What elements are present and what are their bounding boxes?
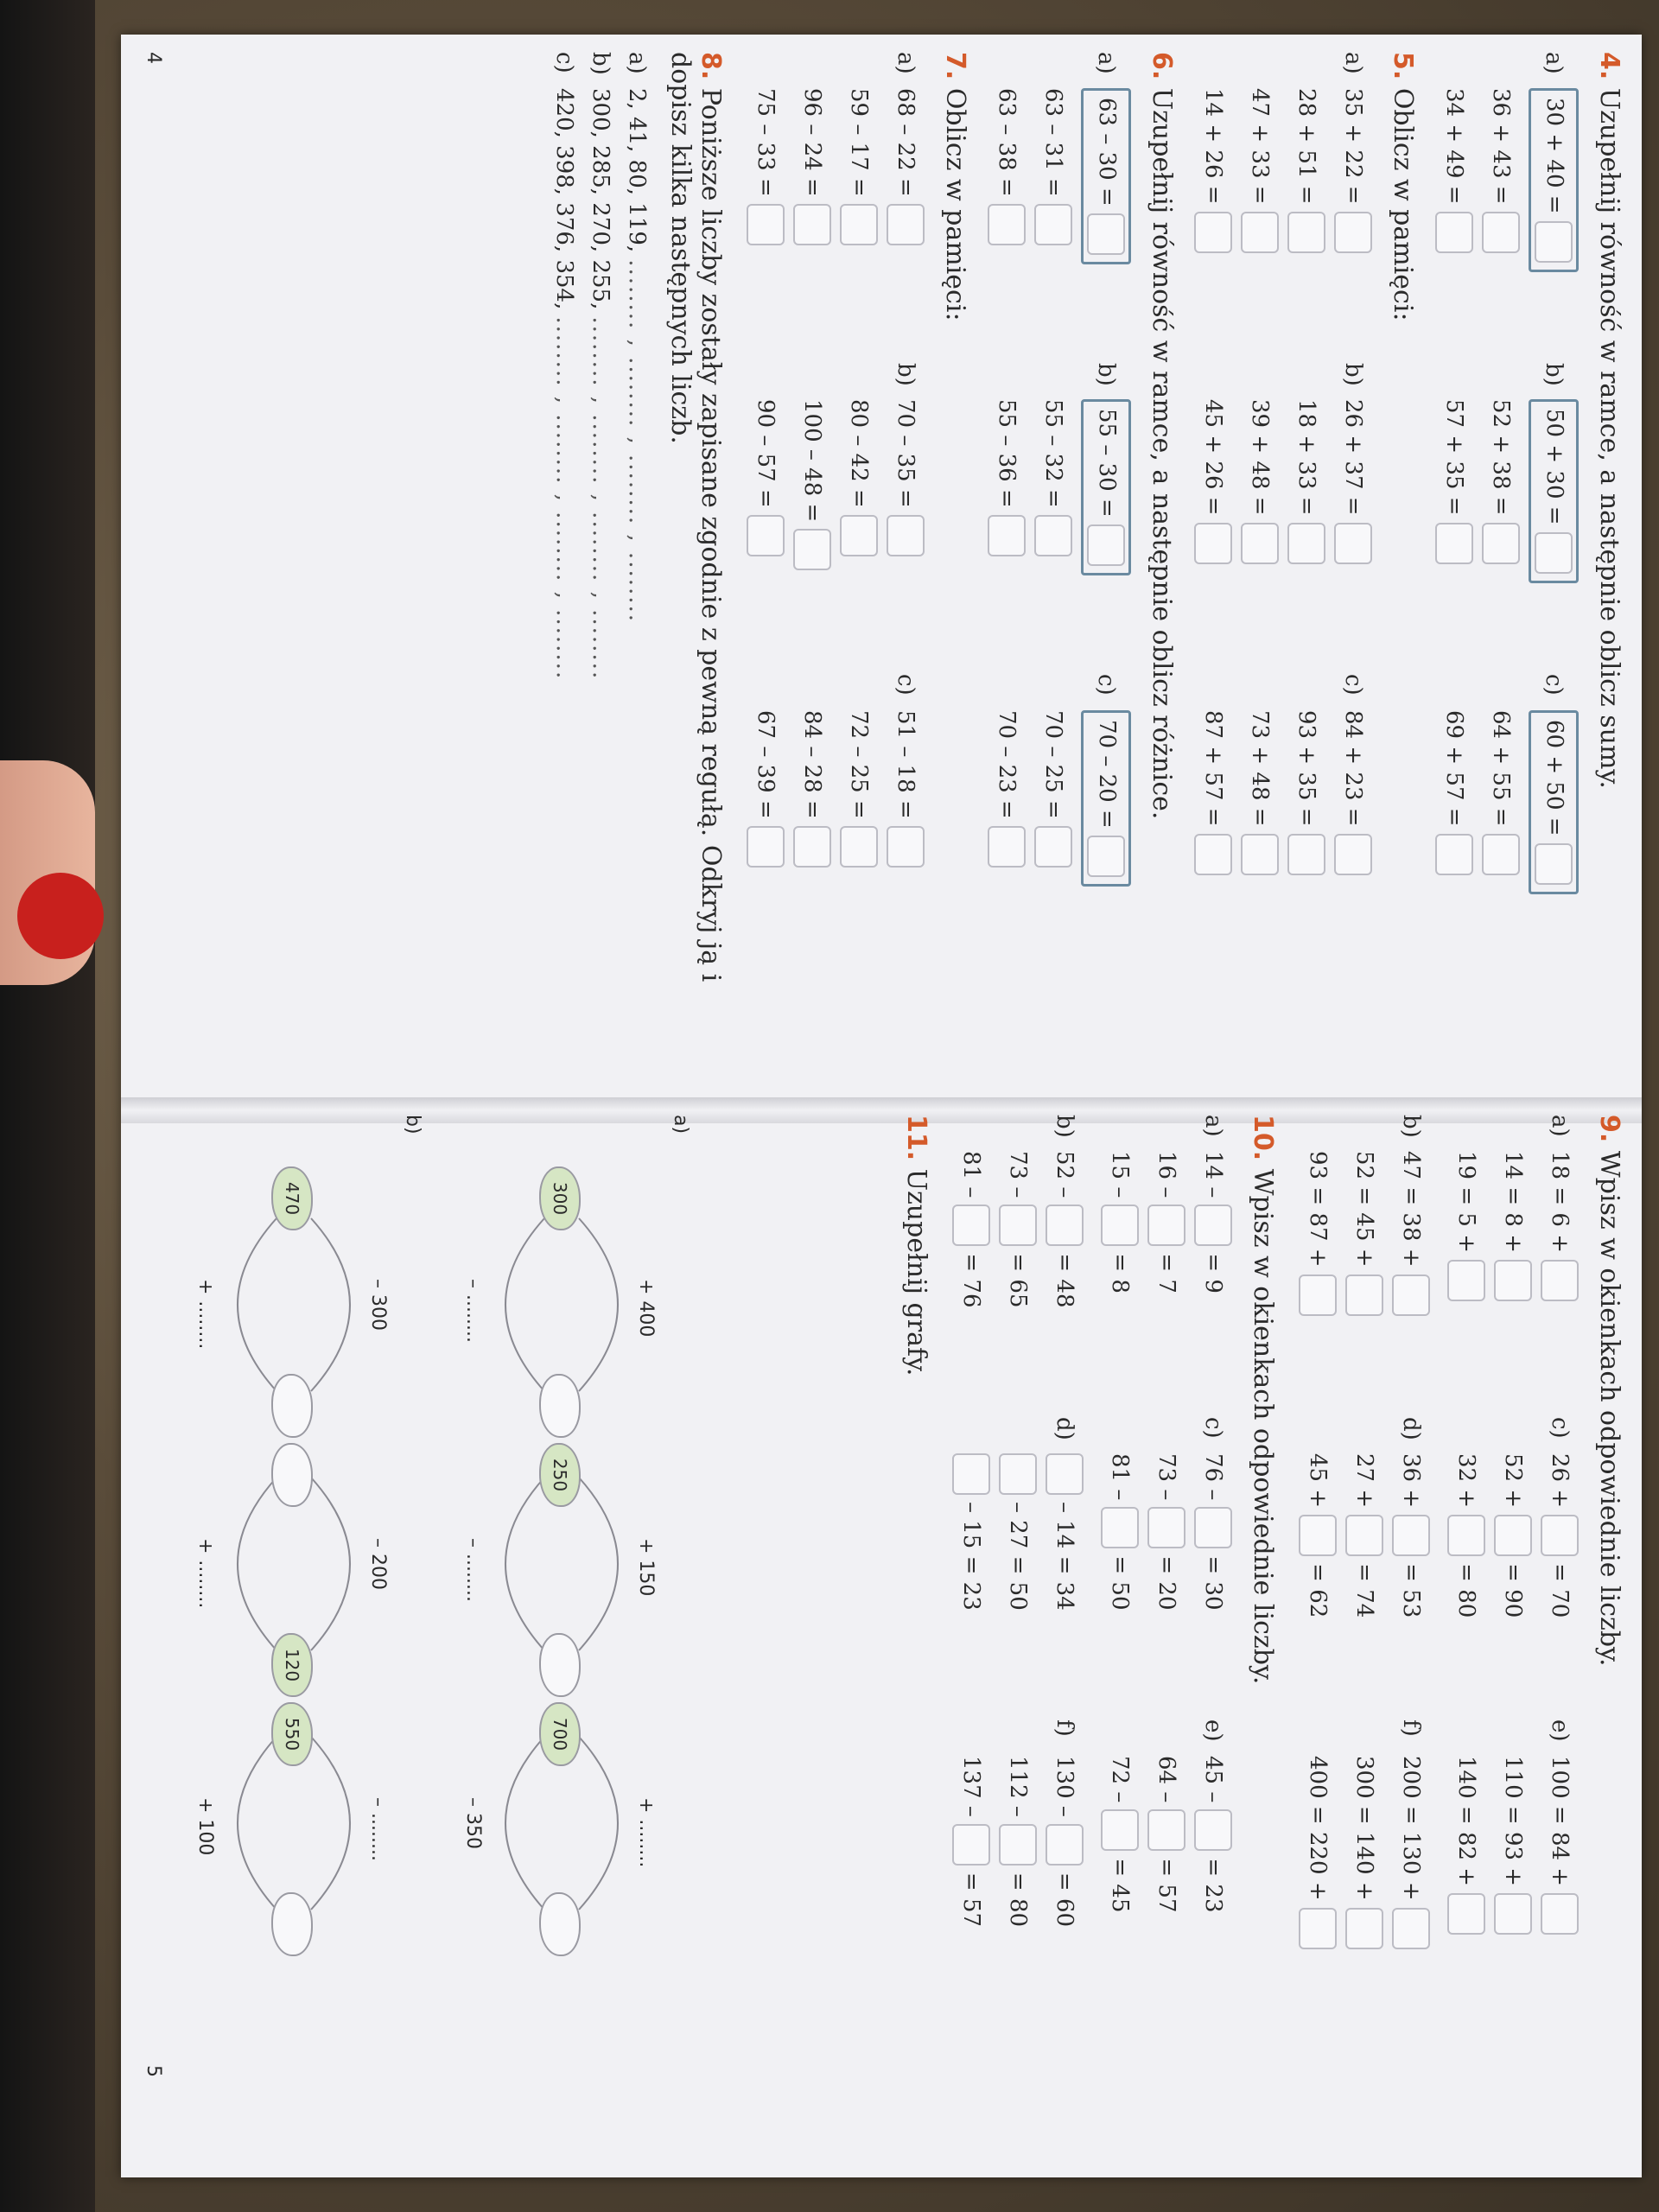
answer-box[interactable] <box>999 1205 1037 1246</box>
answer-box[interactable] <box>1299 1908 1337 1949</box>
exercise-7 <box>747 52 925 1071</box>
answer-box[interactable] <box>1334 834 1372 875</box>
ex5-group-b: b) 26 + 37 = 18 + 33 = 39 + 48 = 45 + 26 = <box>1194 363 1372 639</box>
exercise-7-title: 7. Oblicz w pamięci: <box>940 52 970 321</box>
blank-line[interactable]: ........ , ........ , ........ , ........ <box>551 316 577 681</box>
answer-box[interactable] <box>1535 221 1573 263</box>
answer-box[interactable] <box>952 1824 990 1866</box>
answer-box[interactable] <box>1541 1893 1579 1935</box>
ex10-group-d: d) – 14 = 34 – 27 = 50 – 15 = 23 <box>952 1417 1084 1694</box>
graph-node: 470 <box>271 1166 313 1230</box>
answer-box[interactable] <box>1147 1809 1185 1851</box>
answer-box[interactable] <box>1241 523 1279 564</box>
answer-box[interactable] <box>1287 212 1325 253</box>
page-number-left: 4 <box>143 52 164 64</box>
answer-box[interactable] <box>1345 1908 1383 1949</box>
answer-box[interactable] <box>1087 836 1125 877</box>
answer-box[interactable] <box>887 826 925 868</box>
answer-box[interactable] <box>747 204 785 245</box>
exercise-4 <box>1435 52 1579 1071</box>
ex10-group-c: c) 76 – = 30 73 – = 20 81 – = 50 <box>1101 1417 1232 1694</box>
ex9-group-a: a) 18 = 6 + 14 = 8 + 19 = 5 + <box>1447 1115 1579 1391</box>
workbook-spread <box>121 52 1624 2126</box>
exercise-11-title: 11. Uzupełnij grafy. <box>901 1115 931 1376</box>
answer-box[interactable] <box>1287 523 1325 564</box>
answer-box[interactable] <box>1101 1205 1139 1246</box>
answer-box[interactable] <box>1345 1515 1383 1556</box>
answer-box[interactable] <box>793 529 831 570</box>
answer-box[interactable] <box>952 1205 990 1246</box>
answer-box[interactable] <box>840 515 878 556</box>
answer-box[interactable] <box>1392 1908 1430 1949</box>
blank-line[interactable]: ........ , ........ , ........ , ........ <box>624 259 650 624</box>
answer-box[interactable] <box>1046 1205 1084 1246</box>
answer-box[interactable] <box>1194 1205 1232 1246</box>
graph-node: 250 <box>539 1443 581 1507</box>
answer-box[interactable] <box>1034 204 1072 245</box>
answer-box[interactable] <box>1334 212 1372 253</box>
exercise-4-title: 4. Uzupełnij równość w ramce, a następnie oblicz sumy. <box>1594 52 1624 789</box>
answer-box[interactable] <box>1435 834 1473 875</box>
answer-box[interactable] <box>1541 1515 1579 1556</box>
exercise-8-title: 8. Poniższe liczby zostały zapisane zgodnie z pewną regułą. Odkryj ją i dopisz kilka następnych liczb. <box>665 52 726 982</box>
exercise-5-title: 5. Oblicz w pamięci: <box>1388 52 1418 321</box>
right-page <box>143 1115 1624 2117</box>
answer-box[interactable] <box>1194 1507 1232 1548</box>
answer-box[interactable] <box>1535 532 1573 574</box>
answer-box[interactable] <box>1034 826 1072 868</box>
answer-box[interactable] <box>1194 834 1232 875</box>
ex6-frame: 55 – 30 = <box>1081 399 1131 575</box>
sequence-b: b) 300, 285, 270, 255, ........ , ........ , ........ , ........ <box>588 52 613 681</box>
answer-box[interactable] <box>988 515 1026 556</box>
sequence-c: c) 420, 398, 376, 354, ........ , ........ , ........ , ........ <box>551 52 577 681</box>
ex7-group-c: c) 51 – 18 = 72 – 25 = 84 – 28 = 67 – 39 = <box>747 674 925 950</box>
answer-box[interactable] <box>1034 515 1072 556</box>
answer-box[interactable] <box>793 204 831 245</box>
ex4-frame: 50 + 30 = <box>1529 399 1579 583</box>
ex6-group-a: a) 63 – 30 = 63 – 31 = 63 – 38 = <box>988 52 1131 328</box>
answer-box[interactable] <box>747 515 785 556</box>
answer-box[interactable] <box>1482 523 1520 564</box>
fingernail <box>17 873 104 959</box>
answer-box[interactable] <box>952 1453 990 1495</box>
answer-box[interactable] <box>988 204 1026 245</box>
answer-box[interactable] <box>1447 1260 1485 1301</box>
answer-box[interactable] <box>1147 1507 1185 1548</box>
ex9-group-b: b) 47 = 38 + 52 = 45 + 93 = 87 + <box>1299 1115 1430 1391</box>
answer-box[interactable] <box>1101 1507 1139 1548</box>
ex5-group-c: c) 84 + 23 = 93 + 35 = 73 + 48 = 87 + 57 = <box>1194 674 1372 950</box>
answer-box[interactable] <box>988 826 1026 868</box>
ex4-frame: 30 + 40 = <box>1529 88 1579 272</box>
answer-box[interactable] <box>840 204 878 245</box>
answer-box[interactable] <box>1287 834 1325 875</box>
ex9-group-e: e) 100 = 84 + 110 = 93 + 140 = 82 + <box>1447 1719 1579 1996</box>
answer-box[interactable] <box>840 826 878 868</box>
exercise-5 <box>1194 52 1372 1071</box>
graph-node: 700 <box>539 1702 581 1766</box>
answer-box[interactable] <box>1241 212 1279 253</box>
exercise-9-title: 9. Wpisz w okienkach odpowiednie liczby. <box>1594 1115 1624 1667</box>
graph-node[interactable] <box>539 1374 581 1438</box>
answer-box[interactable] <box>1494 1893 1532 1935</box>
answer-box[interactable] <box>1147 1205 1185 1246</box>
ex10-group-e: e) 45 – = 23 64 – = 57 72 – = 45 <box>1101 1719 1232 1996</box>
page-number-right: 5 <box>143 2065 164 2077</box>
graph-node[interactable] <box>271 1443 313 1507</box>
ex6-group-b: b) 55 – 30 = 55 – 32 = 55 – 36 = <box>988 363 1131 639</box>
answer-box[interactable] <box>1087 524 1125 566</box>
answer-box[interactable] <box>1541 1260 1579 1301</box>
answer-box[interactable] <box>1535 843 1573 885</box>
answer-box[interactable] <box>1482 834 1520 875</box>
answer-box[interactable] <box>1241 834 1279 875</box>
ex9-group-f: f) 200 = 130 + 300 = 140 + 400 = 220 + <box>1299 1719 1430 1996</box>
graph-node[interactable] <box>271 1892 313 1956</box>
graph-node: 550 <box>271 1702 313 1766</box>
ex4-group-a: a) 30 + 40 = 36 + 43 = 34 + 49 = <box>1435 52 1579 328</box>
answer-box[interactable] <box>999 1453 1037 1495</box>
exercise-8 <box>551 52 650 1071</box>
ex9-group-c: c) 26 + = 70 52 + = 90 32 + = 80 <box>1447 1417 1579 1694</box>
answer-box[interactable] <box>1194 523 1232 564</box>
exercise-10 <box>952 1115 1232 2100</box>
ex6-group-c: c) 70 – 20 = 70 – 25 = 70 – 23 = <box>988 674 1131 950</box>
answer-box[interactable] <box>1345 1274 1383 1316</box>
answer-box[interactable] <box>1194 212 1232 253</box>
answer-box[interactable] <box>1447 1893 1485 1935</box>
ex10-group-b: b) 52 – = 48 73 – = 65 81 – = 76 <box>952 1115 1084 1391</box>
ex7-group-b: b) 70 – 35 = 80 – 42 = 100 – 48 = 90 – 57 = <box>747 363 925 639</box>
answer-box[interactable] <box>1334 523 1372 564</box>
answer-box[interactable] <box>1447 1515 1485 1556</box>
ex7-group-a: a) 68 – 22 = 59 – 17 = 96 – 24 = 75 – 33 = <box>747 52 925 328</box>
ex10-group-a: a) 14 – = 9 16 – = 7 15 – = 8 <box>1101 1115 1232 1391</box>
ex5-group-a: a) 35 + 22 = 28 + 51 = 47 + 33 = 14 + 26 = <box>1194 52 1372 328</box>
answer-box[interactable] <box>1299 1515 1337 1556</box>
answer-box[interactable] <box>1299 1274 1337 1316</box>
exercise-6 <box>988 52 1131 1071</box>
answer-box[interactable] <box>1046 1453 1084 1495</box>
ex4-group-c: c) 60 + 50 = 64 + 55 = 69 + 57 = <box>1435 674 1579 950</box>
answer-box[interactable] <box>1087 213 1125 255</box>
answer-box[interactable] <box>793 826 831 868</box>
graph-node[interactable] <box>271 1374 313 1438</box>
sequence-a: a) 2, 41, 80, 119, ........ , ........ , ........ , ........ <box>624 52 650 624</box>
graph-node[interactable] <box>539 1892 581 1956</box>
exercise-9 <box>1299 1115 1579 2100</box>
blank-line[interactable]: ........ , ........ , ........ , ........ <box>588 316 613 681</box>
graph-b: b) – 300 – 200 – ........ + ........ + ........ + 100 470 120 550 <box>164 1115 423 2065</box>
answer-box[interactable] <box>1494 1260 1532 1301</box>
ex4-group-b: b) 50 + 30 = 52 + 38 = 57 + 35 = <box>1435 363 1579 639</box>
answer-box[interactable] <box>999 1824 1037 1866</box>
left-page <box>143 52 1624 1071</box>
answer-box[interactable] <box>747 826 785 868</box>
desk-background <box>0 0 95 2212</box>
ex6-frame: 63 – 30 = <box>1081 88 1131 264</box>
graph-node: 120 <box>271 1633 313 1697</box>
answer-box[interactable] <box>887 515 925 556</box>
ex4-frame: 60 + 50 = <box>1529 710 1579 894</box>
answer-box[interactable] <box>887 204 925 245</box>
answer-box[interactable] <box>1494 1515 1532 1556</box>
graph-node[interactable] <box>539 1633 581 1697</box>
ex10-group-f: f) 130 – = 60 112 – = 80 137 – = 57 <box>952 1719 1084 1996</box>
answer-box[interactable] <box>1101 1809 1139 1851</box>
answer-box[interactable] <box>1435 523 1473 564</box>
graph-a: a) + 400 + 150 + ........ – ........ – ........ – 350 300 250 700 <box>432 1115 691 2065</box>
ex9-group-d: d) 36 + = 53 27 + = 74 45 + = 62 <box>1299 1417 1430 1694</box>
graph-node: 300 <box>539 1166 581 1230</box>
ex6-frame: 70 – 20 = <box>1081 710 1131 887</box>
exercise-6-title: 6. Uzupełnij równość w ramce, a następnie oblicz różnice. <box>1147 52 1177 820</box>
answer-box[interactable] <box>1392 1274 1430 1316</box>
answer-box[interactable] <box>1392 1515 1430 1556</box>
answer-box[interactable] <box>1194 1809 1232 1851</box>
answer-box[interactable] <box>1482 212 1520 253</box>
answer-box[interactable] <box>1046 1824 1084 1866</box>
answer-box[interactable] <box>1435 212 1473 253</box>
exercise-10-title: 10. Wpisz w okienkach odpowiednie liczby. <box>1248 1115 1278 1685</box>
